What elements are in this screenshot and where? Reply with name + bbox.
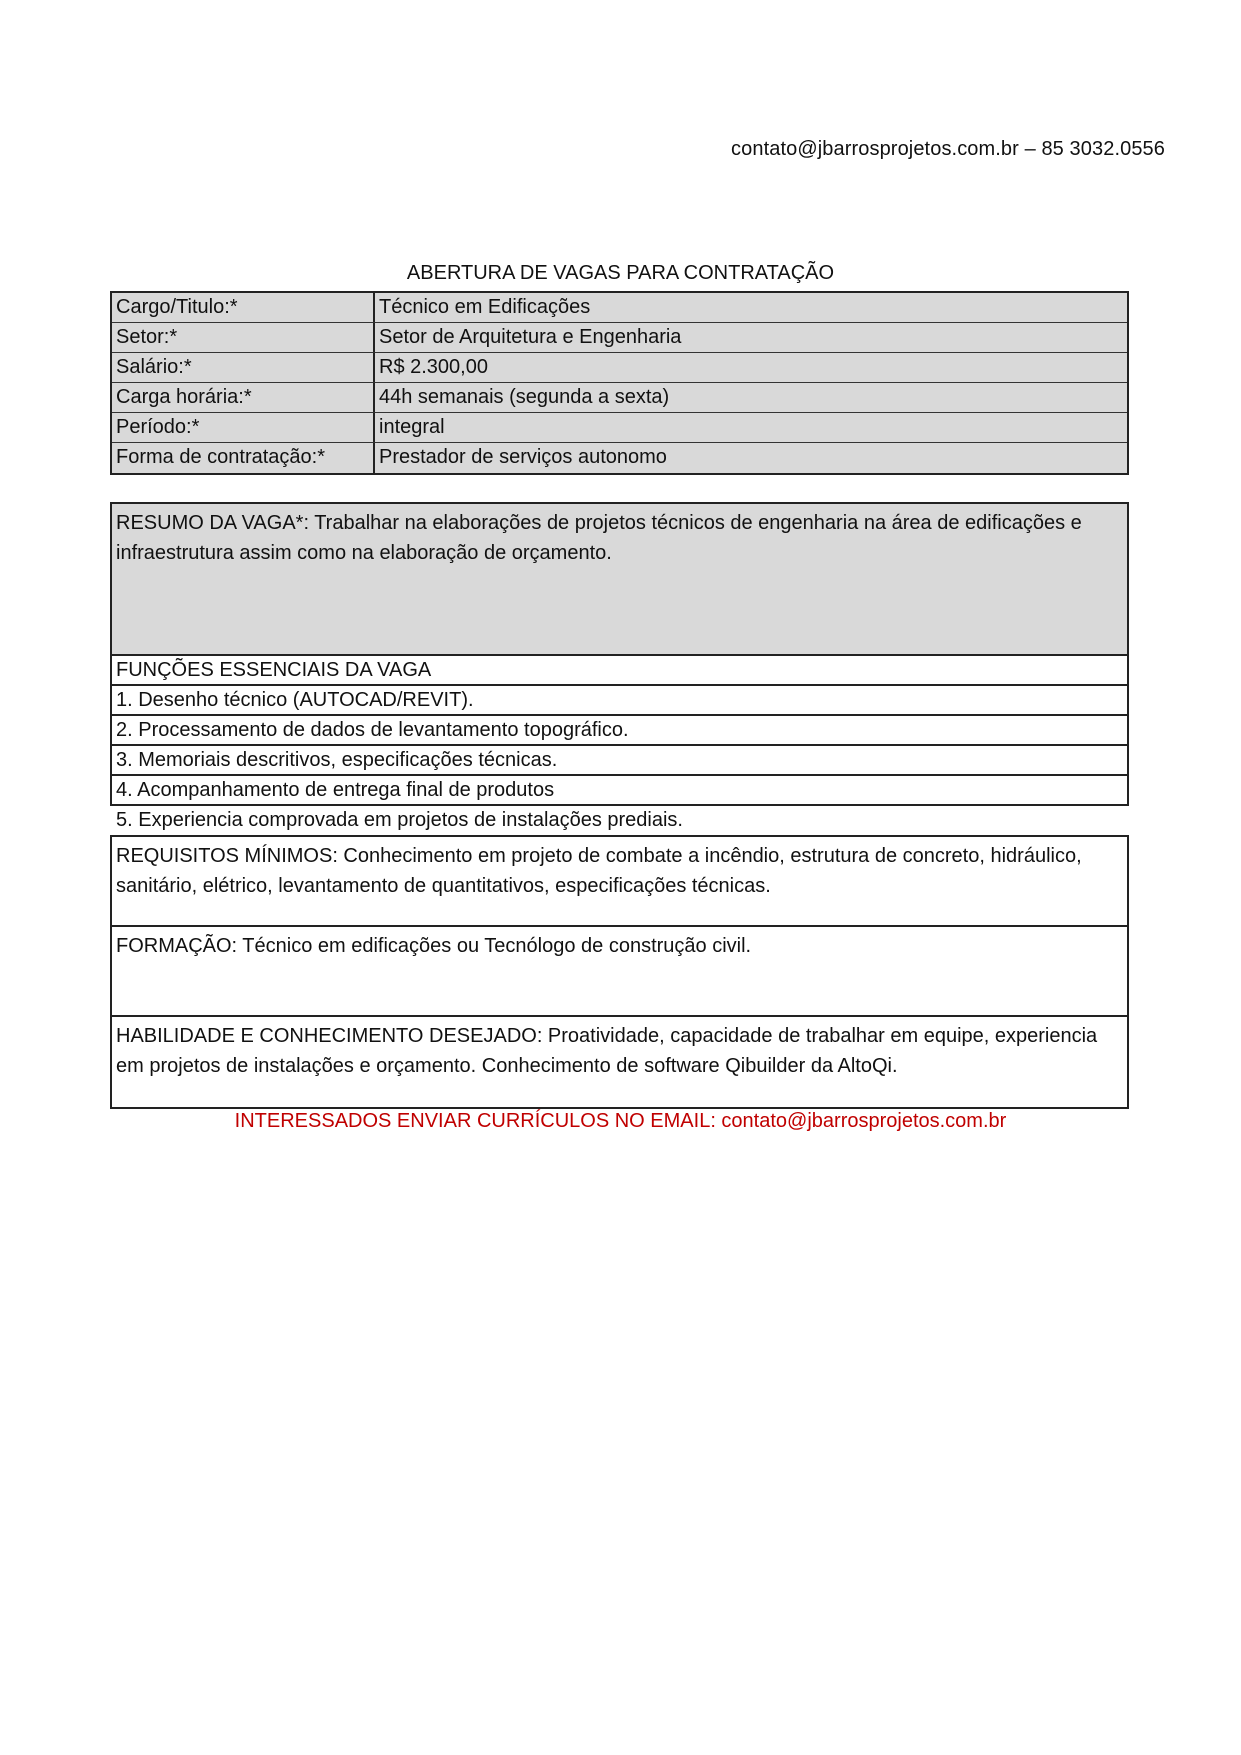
funcoes-header: FUNÇÕES ESSENCIAIS DA VAGA bbox=[110, 656, 1129, 686]
habilidade-section bbox=[110, 1017, 1129, 1109]
formacao-section bbox=[110, 927, 1129, 1017]
apply-instruction: INTERESSADOS ENVIAR CURRÍCULOS NO EMAIL: contato@jbarrosprojetos.com.br bbox=[234, 1110, 1007, 1132]
field-value: Técnico em Edificações bbox=[379, 296, 591, 318]
field-label: Setor:* bbox=[112, 323, 375, 352]
formacao-text: FORMAÇÃO: Técnico em edificações ou Tecnólogo de construção civil. bbox=[116, 935, 752, 957]
field-label: Período:* bbox=[112, 413, 375, 442]
job-details-table bbox=[110, 291, 1129, 475]
list-item: 5. Experiencia comprovada em projetos de instalações prediais. bbox=[116, 809, 683, 831]
list-item: 2. Processamento de dados de levantamento topográfico. bbox=[110, 716, 1129, 746]
field-value: Prestador de serviços autonomo bbox=[379, 446, 667, 468]
resumo-text: RESUMO DA VAGA*: Trabalhar na elaborações de projetos técnicos de engenharia na área de edificações e infraestrutura assim como na elaboração de orçamento. bbox=[116, 512, 1082, 564]
list-item: 1. Desenho técnico (AUTOCAD/REVIT). bbox=[110, 686, 1129, 716]
table-row-salario bbox=[112, 353, 1127, 383]
table-row-periodo bbox=[112, 413, 1127, 443]
field-label: Carga horária:* bbox=[112, 383, 375, 412]
table-row-cargo bbox=[112, 293, 1127, 323]
field-value: Setor de Arquitetura e Engenharia bbox=[379, 326, 682, 348]
list-item: 4. Acompanhamento de entrega final de produtos bbox=[110, 776, 1129, 806]
field-value: R$ 2.300,00 bbox=[379, 356, 488, 378]
requisitos-section bbox=[110, 835, 1129, 927]
table-row-setor bbox=[112, 323, 1127, 353]
contact-line: contato@jbarrosprojetos.com.br – 85 3032.0556 bbox=[731, 138, 1165, 160]
table-row-forma-contratacao bbox=[112, 443, 1127, 473]
table-row-carga-horaria bbox=[112, 383, 1127, 413]
habilidade-text: HABILIDADE E CONHECIMENTO DESEJADO: Proatividade, capacidade de trabalhar em equipe, experiencia em projetos de instalações e orçamento. Conhecimento de software Qibuilder da AltoQi. bbox=[116, 1025, 1098, 1077]
field-label: Salário:* bbox=[112, 353, 375, 382]
list-item: 3. Memoriais descritivos, especificações técnicas. bbox=[110, 746, 1129, 776]
requisitos-text: REQUISITOS MÍNIMOS: Conhecimento em projeto de combate a incêndio, estrutura de concreto, hidráulico, sanitário, elétrico, levantamento de quantitativos, especificações técnicas. bbox=[116, 845, 1082, 897]
field-label: Cargo/Titulo:* bbox=[112, 293, 375, 322]
page-title: ABERTURA DE VAGAS PARA CONTRATAÇÃO bbox=[406, 262, 835, 284]
resumo-section bbox=[110, 502, 1129, 656]
field-value: 44h semanais (segunda a sexta) bbox=[379, 386, 670, 408]
field-value: integral bbox=[379, 416, 445, 438]
field-label: Forma de contratação:* bbox=[112, 443, 375, 473]
